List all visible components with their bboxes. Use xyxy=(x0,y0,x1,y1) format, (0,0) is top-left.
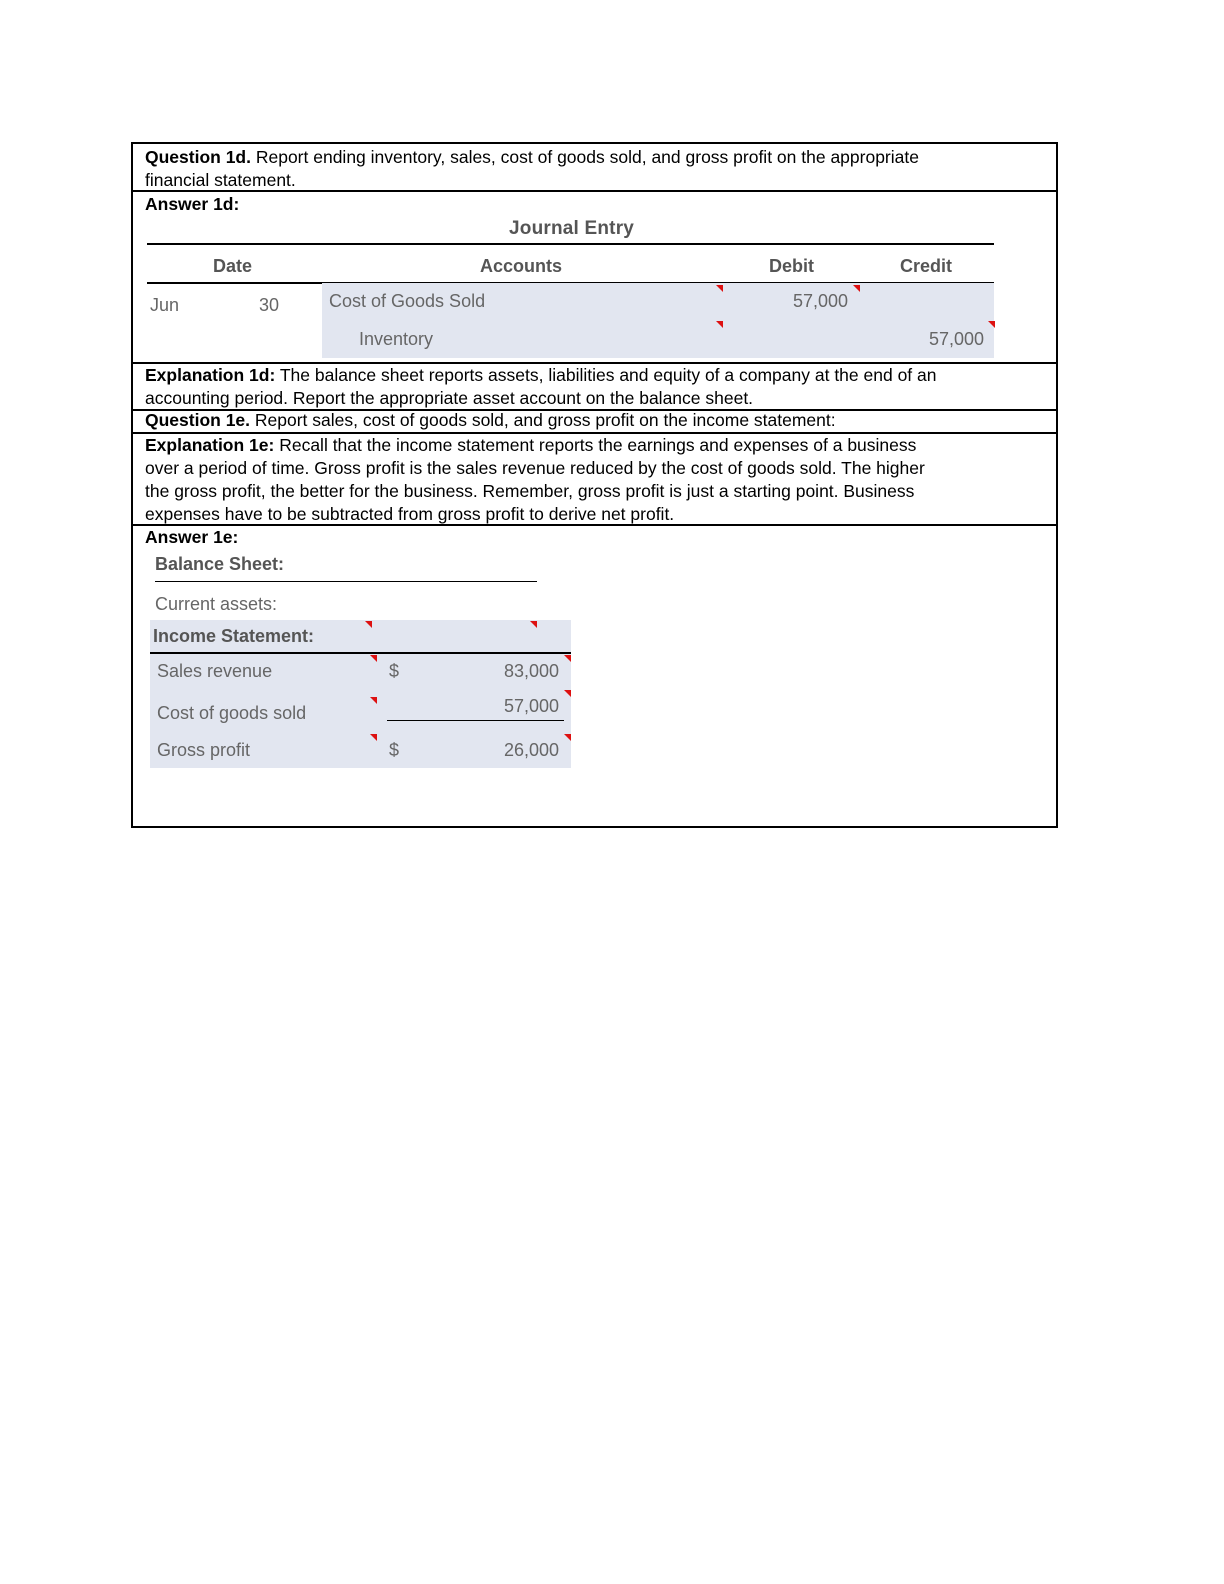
journal-row-1-month: Jun xyxy=(150,295,180,315)
question-1e-text: Report sales, cost of goods sold, and gross profit on the income statement: xyxy=(250,410,836,430)
question-1d xyxy=(133,146,1056,192)
journal-header-date: Date xyxy=(213,256,253,276)
feedback-flag-icon xyxy=(564,690,571,697)
feedback-flag-icon xyxy=(564,734,571,741)
journal-row-1-account[interactable]: Cost of Goods Sold xyxy=(329,291,486,311)
journal-header-credit: Credit xyxy=(900,256,953,276)
feedback-flag-icon xyxy=(716,321,723,328)
worksheet-frame xyxy=(131,142,1058,828)
feedback-flag-icon xyxy=(365,621,372,628)
journal-top-rule xyxy=(147,243,994,245)
gross-profit-label[interactable]: Gross profit xyxy=(157,740,251,760)
feedback-flag-icon xyxy=(370,697,377,704)
income-statement-rule xyxy=(150,652,571,654)
feedback-flag-icon xyxy=(370,734,377,741)
subtotal-rule xyxy=(387,720,564,721)
answer-1e-label: Answer 1e: xyxy=(145,527,239,547)
journal-title: Journal Entry xyxy=(509,218,635,239)
journal-row-2-credit[interactable]: 57,000 xyxy=(929,329,985,349)
explanation-1d-label: Explanation 1d: xyxy=(145,365,276,385)
balance-sheet-rule xyxy=(155,581,537,582)
question-1e-label: Question 1e. xyxy=(145,410,251,430)
sales-revenue-currency: $ xyxy=(389,661,400,681)
explanation-1e-text-3: the gross profit, the better for the business. Remember, gross profit is just a starting point. Business xyxy=(145,481,915,501)
question-1d-label: Question 1d. xyxy=(145,147,251,167)
question-1d-text-2: financial statement. xyxy=(145,170,296,190)
feedback-flag-icon xyxy=(853,285,860,292)
journal-row-1-debit[interactable]: 57,000 xyxy=(793,291,849,311)
feedback-flag-icon xyxy=(564,655,571,662)
feedback-flag-icon xyxy=(530,621,537,628)
feedback-flag-icon xyxy=(716,285,723,292)
income-statement-title: Income Statement: xyxy=(153,626,315,646)
journal-row-2-account[interactable]: Inventory xyxy=(359,329,434,349)
sales-revenue-value[interactable]: 83,000 xyxy=(504,661,560,681)
journal-header-debit: Debit xyxy=(769,256,814,276)
answer-1d-label: Answer 1d: xyxy=(145,194,240,214)
sales-revenue-label[interactable]: Sales revenue xyxy=(157,661,273,681)
explanation-1d xyxy=(133,364,1056,410)
journal-header-accounts: Accounts xyxy=(480,256,563,276)
journal-row-1-day: 30 xyxy=(259,295,280,315)
explanation-1d-text-1: The balance sheet reports assets, liabilities and equity of a company at the end of an xyxy=(275,365,937,385)
divider xyxy=(133,190,1056,192)
explanation-1e-text-4: expenses have to be subtracted from gross profit to derive net profit. xyxy=(145,504,675,524)
explanation-1e-text-2: over a period of time. Gross profit is the sales revenue reduced by the cost of goods sold. The higher xyxy=(145,458,925,478)
question-1e xyxy=(133,409,1056,432)
gross-profit-value[interactable]: 26,000 xyxy=(504,740,560,760)
balance-sheet-title: Balance Sheet: xyxy=(155,554,285,574)
explanation-1e xyxy=(133,434,1056,526)
cogs-label[interactable]: Cost of goods sold xyxy=(157,703,307,723)
question-1d-text-1: Report ending inventory, sales, cost of goods sold, and gross profit on the appropriate xyxy=(250,147,919,167)
explanation-1d-text-2: accounting period. Report the appropriate asset account on the balance sheet. xyxy=(145,388,754,408)
current-assets-label: Current assets: xyxy=(155,594,278,614)
explanation-1e-text-1: Recall that the income statement reports the earnings and expenses of a business xyxy=(274,435,917,455)
explanation-1e-label: Explanation 1e: xyxy=(145,435,275,455)
cogs-value[interactable]: 57,000 xyxy=(504,696,560,716)
gross-profit-currency: $ xyxy=(389,740,400,760)
feedback-flag-icon xyxy=(988,321,995,328)
feedback-flag-icon xyxy=(370,655,377,662)
